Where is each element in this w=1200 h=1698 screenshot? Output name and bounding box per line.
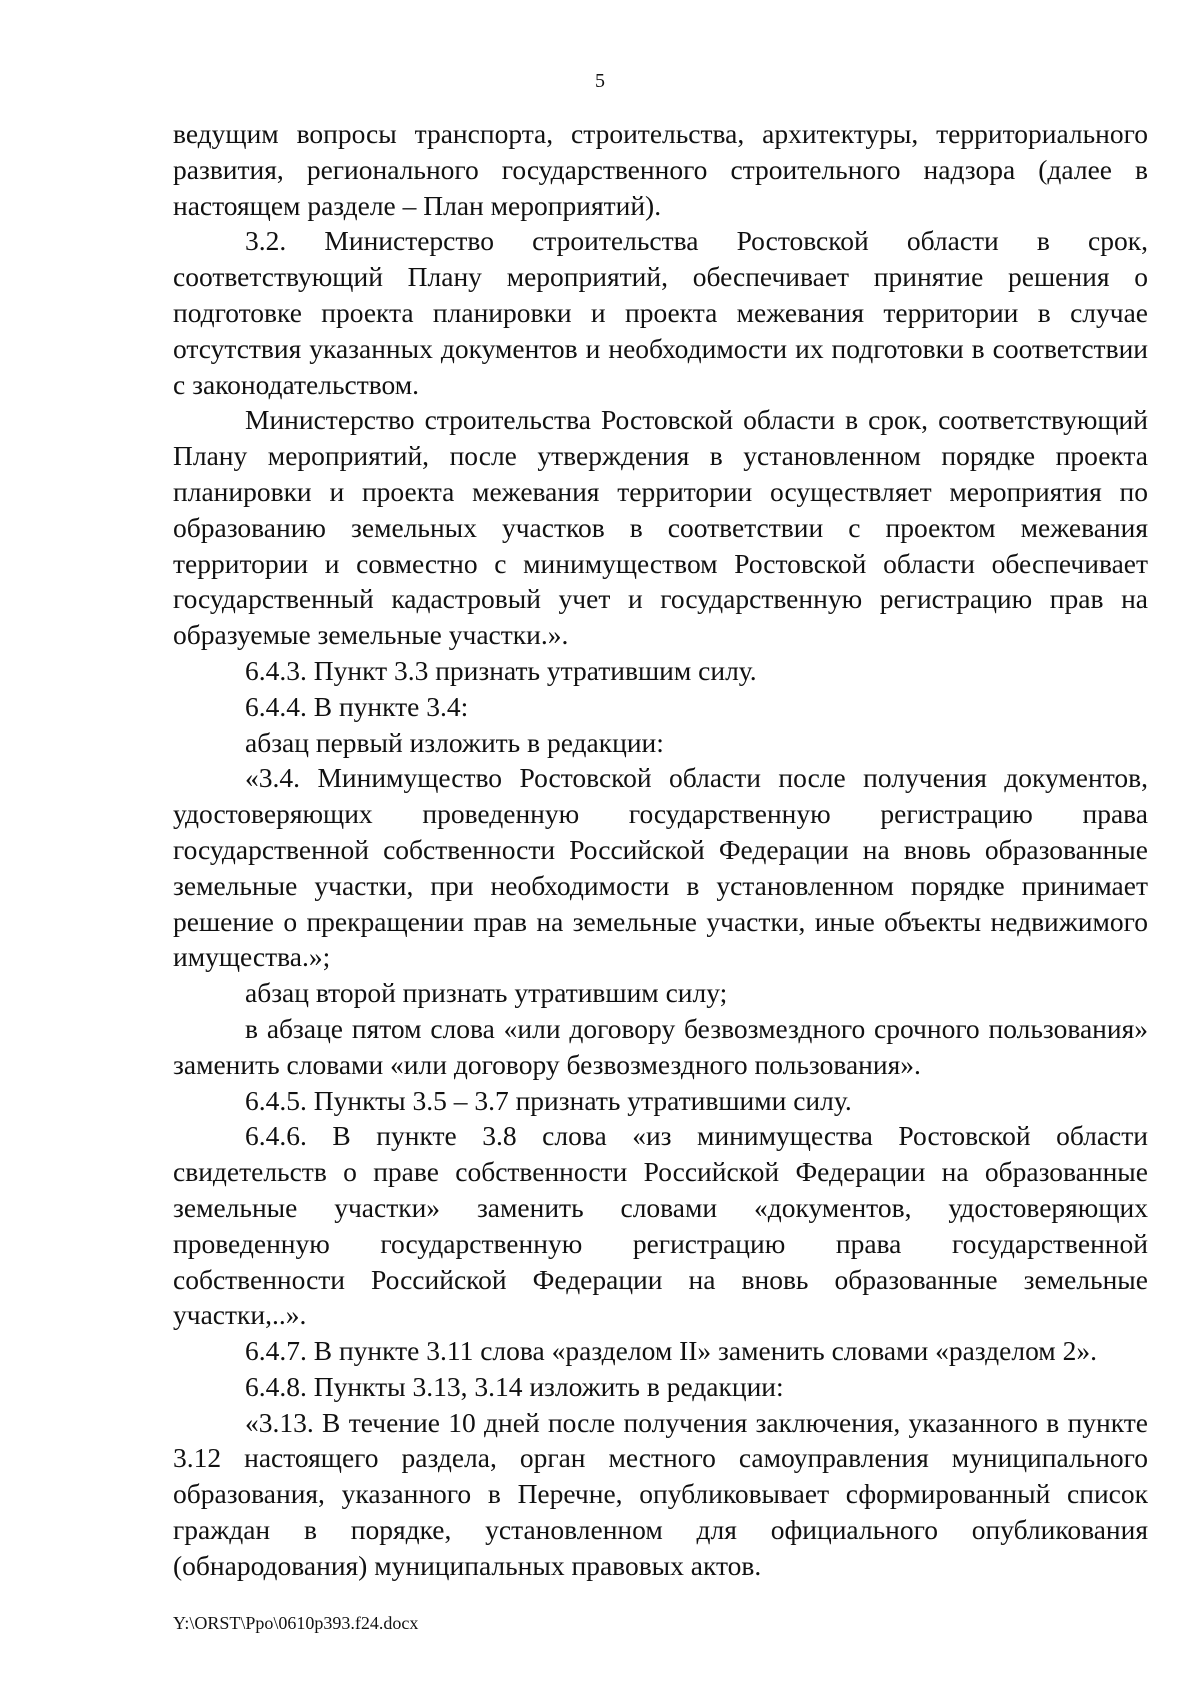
paragraph: 6.4.7. В пункте 3.11 слова «разделом II» заменить словами «разделом 2». bbox=[245, 1335, 1097, 1367]
paragraph: 6.4.6. В пункте 3.8 слова «из минимущества Ростовской области свидетельств о праве собственности Российской Федерации на образованные земельные участки» заменить словами «документов, удостоверяющих проведенную государственную регистрацию права государственной собственности Российской Федерации на вновь образованные земельные участки,..». bbox=[173, 1120, 1148, 1331]
paragraph: «3.4. Минимущество Ростовской области после получения документов, удостоверяющих проведенную государственную регистрацию права государственной собственности Российской Федерации на вновь образованные земельные участки, при необходимости в установленном порядке принимает решение о прекращении прав на земельные участки, иные объекты недвижимого имущества.»; bbox=[173, 762, 1148, 973]
paragraph: абзац первый изложить в редакции: bbox=[245, 726, 664, 758]
page-number: 5 bbox=[595, 70, 605, 92]
paragraph: Министерство строительства Ростовской области в срок, соответствующий Плану мероприятий, после утверждения в установленном порядке проекта планировки и проекта межевания территории осуществляет мероприятия по образованию земельных участков в соответствии с проектом межевания территории и совместно с минимуществом Ростовской области обеспечивает государственный кадастровый учет и государственную регистрацию прав на образуемые земельные участки.». bbox=[173, 404, 1148, 651]
paragraph: абзац второй признать утратившим силу; bbox=[245, 977, 728, 1009]
paragraph: 6.4.3. Пункт 3.3 признать утратившим силу. bbox=[245, 654, 757, 686]
paragraph: «3.13. В течение 10 дней после получения заключения, указанного в пункте 3.12 настоящего раздела, орган местного самоуправления муниципального образования, указанного в Перечне, опубликовывает сформированный список граждан в порядке, установленном для официального опубликования (обнародования) муниципальных правовых актов. bbox=[173, 1406, 1148, 1581]
document-body bbox=[173, 116, 1148, 1584]
paragraph: в абзаце пятом слова «или договору безвозмездного срочного пользования» заменить словами «или договору безвозмездного пользования». bbox=[173, 1012, 1148, 1080]
footer-file-path: Y:\ORST\Ppo\0610p393.f24.docx bbox=[173, 1613, 419, 1633]
paragraph: 6.4.5. Пункты 3.5 – 3.7 признать утратившими силу. bbox=[245, 1084, 852, 1116]
paragraph: 6.4.8. Пункты 3.13, 3.14 изложить в редакции: bbox=[245, 1370, 784, 1402]
paragraph: ведущим вопросы транспорта, строительства, архитектуры, территориального развития, регионального государственного строительного надзора (далее в настоящем разделе – План мероприятий). bbox=[173, 118, 1148, 221]
paragraph: 6.4.4. В пункте 3.4: bbox=[245, 690, 469, 722]
paragraph: 3.2. Министерство строительства Ростовской области в срок, соответствующий Плану мероприятий, обеспечивает принятие решения о подготовке проекта планировки и проекта межевания территории в случае отсутствия указанных документов и необходимости их подготовки в соответствии с законодательством. bbox=[173, 225, 1148, 400]
